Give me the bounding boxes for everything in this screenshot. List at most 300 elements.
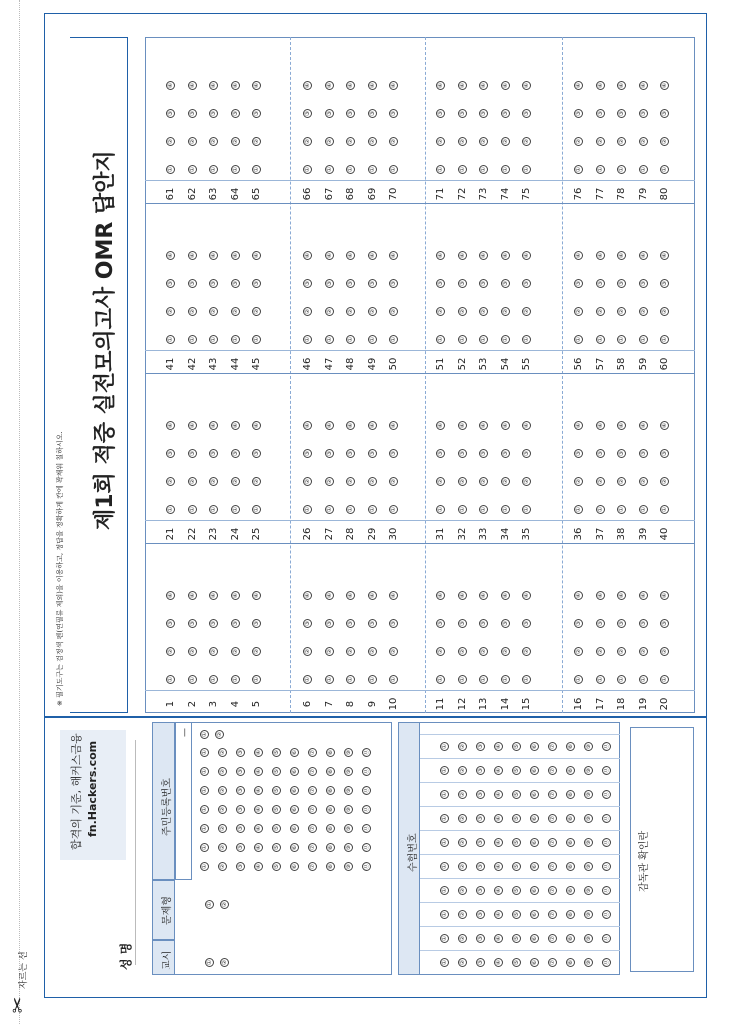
rrn-bubble[interactable]: ② — [219, 844, 226, 851]
exam-no-bubble[interactable]: ④ — [495, 815, 502, 822]
answer-bubble[interactable]: ③ — [325, 620, 333, 627]
answer-bubble[interactable]: ③ — [596, 110, 604, 117]
exam-no-bubble[interactable]: ⑥ — [531, 911, 538, 918]
answer-bubble[interactable]: ③ — [618, 110, 625, 117]
answer-bubble[interactable]: ③ — [596, 450, 604, 457]
answer-bubble[interactable]: ④ — [347, 82, 354, 89]
answer-bubble[interactable]: ④ — [325, 252, 333, 259]
answer-bubble[interactable]: ③ — [501, 450, 509, 457]
rrn-bubble[interactable]: ⑥ — [291, 825, 298, 832]
answer-bubble[interactable]: ③ — [210, 620, 217, 627]
answer-bubble[interactable]: ① — [480, 336, 487, 343]
answer-bubble[interactable]: ④ — [480, 252, 487, 259]
rrn-bubble[interactable]: ④ — [255, 863, 262, 870]
answer-bubble[interactable]: ② — [523, 138, 530, 145]
answer-bubble[interactable]: ① — [167, 166, 174, 173]
answer-bubble[interactable]: ③ — [390, 110, 397, 117]
answer-bubble[interactable]: ③ — [347, 110, 354, 117]
rrn-bubble[interactable]: ③ — [237, 749, 244, 756]
exam-no-bubble[interactable]: ② — [459, 839, 466, 846]
answer-bubble[interactable]: ③ — [480, 620, 487, 627]
answer-bubble[interactable]: ④ — [231, 592, 239, 599]
answer-bubble[interactable]: ① — [639, 676, 647, 683]
exam-no-bubble[interactable]: ⑨ — [585, 791, 592, 798]
answer-bubble[interactable]: ③ — [575, 280, 582, 287]
rrn-bubble[interactable]: ⑥ — [291, 844, 298, 851]
answer-bubble[interactable]: ② — [325, 138, 333, 145]
rrn-bubble[interactable]: ② — [219, 749, 226, 756]
answer-bubble[interactable]: ① — [210, 336, 217, 343]
answer-bubble[interactable]: ① — [253, 506, 260, 513]
exam-no-bubble[interactable]: ⓪ — [603, 911, 610, 918]
answer-bubble[interactable]: ③ — [304, 110, 311, 117]
answer-bubble[interactable]: ② — [231, 648, 239, 655]
exam-no-bubble[interactable]: ② — [459, 935, 466, 942]
answer-bubble[interactable]: ④ — [368, 592, 376, 599]
answer-bubble[interactable]: ③ — [390, 620, 397, 627]
rrn-bubble[interactable]: ⓪ — [363, 844, 370, 851]
answer-bubble[interactable]: ④ — [188, 422, 196, 429]
rrn-bubble[interactable]: ④ — [255, 825, 262, 832]
answer-bubble[interactable]: ③ — [596, 620, 604, 627]
answer-bubble[interactable]: ③ — [210, 450, 217, 457]
answer-bubble[interactable]: ② — [253, 478, 260, 485]
answer-bubble[interactable]: ② — [661, 308, 668, 315]
answer-bubble[interactable]: ④ — [167, 422, 174, 429]
answer-bubble[interactable]: ② — [458, 478, 466, 485]
answer-bubble[interactable]: ① — [480, 506, 487, 513]
exam-no-bubble[interactable]: ① — [441, 743, 448, 750]
answer-bubble[interactable]: ④ — [661, 422, 668, 429]
answer-bubble[interactable]: ① — [188, 506, 196, 513]
answer-bubble[interactable]: ① — [188, 336, 196, 343]
answer-bubble[interactable]: ① — [390, 336, 397, 343]
rrn-bubble[interactable]: ① — [201, 844, 208, 851]
exam-no-bubble[interactable]: ② — [459, 911, 466, 918]
answer-bubble[interactable]: ① — [390, 166, 397, 173]
rrn-bubble[interactable]: ⑨ — [345, 863, 352, 870]
answer-bubble[interactable]: ② — [575, 478, 582, 485]
answer-bubble[interactable]: ③ — [480, 110, 487, 117]
answer-bubble[interactable]: ② — [347, 648, 354, 655]
answer-bubble[interactable]: ③ — [253, 110, 260, 117]
answer-bubble[interactable]: ③ — [167, 110, 174, 117]
exam-no-bubble[interactable]: ⑥ — [531, 959, 538, 966]
id-bubble[interactable]: ② — [221, 959, 228, 966]
rrn-bubble[interactable]: ⑨ — [345, 787, 352, 794]
answer-bubble[interactable]: ③ — [188, 450, 196, 457]
answer-bubble[interactable]: ④ — [368, 82, 376, 89]
exam-no-bubble[interactable]: ⑨ — [585, 935, 592, 942]
answer-bubble[interactable]: ② — [231, 478, 239, 485]
exam-no-bubble[interactable]: ⑤ — [513, 911, 520, 918]
answer-bubble[interactable]: ① — [253, 166, 260, 173]
exam-no-bubble[interactable]: ② — [459, 767, 466, 774]
answer-bubble[interactable]: ① — [596, 676, 604, 683]
answer-bubble[interactable]: ② — [575, 138, 582, 145]
rrn-bubble[interactable]: ⑥ — [291, 863, 298, 870]
exam-no-bubble[interactable]: ⓪ — [603, 767, 610, 774]
rrn-bubble[interactable]: ① — [201, 863, 208, 870]
exam-no-bubble[interactable]: ① — [441, 887, 448, 894]
rrn-bubble[interactable]: ① — [201, 787, 208, 794]
answer-bubble[interactable]: ① — [231, 336, 239, 343]
exam-no-bubble[interactable]: ④ — [495, 767, 502, 774]
answer-bubble[interactable]: ④ — [210, 422, 217, 429]
rrn-bubble[interactable]: ② — [219, 768, 226, 775]
answer-bubble[interactable]: ④ — [253, 422, 260, 429]
exam-no-bubble[interactable]: ⑤ — [513, 959, 520, 966]
id-bubble[interactable]: ② — [221, 901, 228, 908]
answer-bubble[interactable]: ④ — [596, 592, 604, 599]
answer-bubble[interactable]: ② — [437, 478, 444, 485]
answer-bubble[interactable]: ① — [325, 336, 333, 343]
exam-no-bubble[interactable]: ⑦ — [549, 767, 556, 774]
exam-no-bubble[interactable]: ⑨ — [585, 839, 592, 846]
answer-bubble[interactable]: ③ — [231, 620, 239, 627]
answer-bubble[interactable]: ③ — [304, 280, 311, 287]
answer-bubble[interactable]: ③ — [618, 280, 625, 287]
answer-bubble[interactable]: ② — [501, 308, 509, 315]
answer-bubble[interactable]: ② — [661, 138, 668, 145]
answer-bubble[interactable]: ① — [368, 166, 376, 173]
answer-bubble[interactable]: ① — [304, 166, 311, 173]
rrn-bubble[interactable]: ④ — [255, 787, 262, 794]
answer-bubble[interactable]: ② — [304, 308, 311, 315]
answer-bubble[interactable]: ② — [480, 648, 487, 655]
rrn-bubble[interactable]: ③ — [237, 806, 244, 813]
rrn-bubble[interactable]: ⑤ — [273, 863, 280, 870]
answer-bubble[interactable]: ③ — [480, 450, 487, 457]
rrn-bubble[interactable]: ⓪ — [363, 806, 370, 813]
exam-no-bubble[interactable]: ⑧ — [567, 815, 574, 822]
answer-bubble[interactable]: ④ — [661, 252, 668, 259]
answer-bubble[interactable]: ① — [523, 506, 530, 513]
answer-bubble[interactable]: ③ — [188, 620, 196, 627]
answer-bubble[interactable]: ④ — [390, 592, 397, 599]
answer-bubble[interactable]: ② — [347, 308, 354, 315]
answer-bubble[interactable]: ④ — [231, 82, 239, 89]
answer-bubble[interactable]: ④ — [661, 592, 668, 599]
answer-bubble[interactable]: ① — [390, 506, 397, 513]
answer-bubble[interactable]: ④ — [231, 422, 239, 429]
exam-no-bubble[interactable]: ⑤ — [513, 839, 520, 846]
exam-no-bubble[interactable]: ⑦ — [549, 791, 556, 798]
answer-bubble[interactable]: ② — [231, 138, 239, 145]
answer-bubble[interactable]: ③ — [575, 110, 582, 117]
answer-bubble[interactable]: ③ — [437, 450, 444, 457]
exam-no-bubble[interactable]: ⑨ — [585, 959, 592, 966]
answer-bubble[interactable]: ③ — [661, 110, 668, 117]
answer-bubble[interactable]: ② — [596, 648, 604, 655]
answer-bubble[interactable]: ③ — [523, 110, 530, 117]
answer-bubble[interactable]: ① — [618, 336, 625, 343]
answer-bubble[interactable]: ② — [167, 308, 174, 315]
answer-bubble[interactable]: ② — [458, 308, 466, 315]
answer-bubble[interactable]: ② — [437, 648, 444, 655]
rrn-bubble[interactable]: ⓪ — [363, 825, 370, 832]
answer-bubble[interactable]: ① — [596, 506, 604, 513]
exam-no-bubble[interactable]: ⑥ — [531, 887, 538, 894]
answer-bubble[interactable]: ② — [167, 648, 174, 655]
rrn-bubble[interactable]: ③ — [237, 863, 244, 870]
answer-bubble[interactable]: ④ — [231, 252, 239, 259]
rrn-bubble[interactable]: ⑦ — [309, 825, 316, 832]
answer-bubble[interactable]: ④ — [523, 422, 530, 429]
answer-bubble[interactable]: ④ — [458, 422, 466, 429]
answer-bubble[interactable]: ② — [523, 308, 530, 315]
rrn-bubble[interactable]: ① — [201, 768, 208, 775]
exam-no-bubble[interactable]: ③ — [477, 887, 484, 894]
answer-bubble[interactable]: ③ — [325, 450, 333, 457]
answer-bubble[interactable]: ③ — [368, 110, 376, 117]
exam-no-bubble[interactable]: ③ — [477, 743, 484, 750]
answer-bubble[interactable]: ② — [390, 648, 397, 655]
answer-bubble[interactable]: ④ — [167, 252, 174, 259]
exam-no-bubble[interactable]: ⓪ — [603, 815, 610, 822]
rrn-bubble[interactable]: ⓪ — [363, 787, 370, 794]
answer-bubble[interactable]: ① — [390, 676, 397, 683]
exam-no-bubble[interactable]: ⑤ — [513, 863, 520, 870]
answer-bubble[interactable]: ④ — [188, 82, 196, 89]
answer-bubble[interactable]: ② — [210, 138, 217, 145]
answer-bubble[interactable]: ① — [347, 676, 354, 683]
exam-no-bubble[interactable]: ① — [441, 767, 448, 774]
exam-no-bubble[interactable]: ⑧ — [567, 935, 574, 942]
answer-bubble[interactable]: ① — [188, 676, 196, 683]
answer-bubble[interactable]: ④ — [575, 252, 582, 259]
answer-bubble[interactable]: ① — [596, 336, 604, 343]
answer-bubble[interactable]: ③ — [639, 280, 647, 287]
rrn-bubble[interactable]: ⑦ — [309, 806, 316, 813]
rrn-bubble[interactable]: ⓪ — [363, 749, 370, 756]
answer-bubble[interactable]: ② — [253, 138, 260, 145]
rrn-bubble[interactable]: ⑧ — [327, 787, 334, 794]
answer-bubble[interactable]: ① — [304, 676, 311, 683]
exam-no-bubble[interactable]: ④ — [495, 839, 502, 846]
exam-no-bubble[interactable]: ⑨ — [585, 767, 592, 774]
answer-bubble[interactable]: ③ — [253, 450, 260, 457]
answer-bubble[interactable]: ② — [210, 308, 217, 315]
answer-bubble[interactable]: ③ — [304, 620, 311, 627]
answer-bubble[interactable]: ③ — [523, 620, 530, 627]
answer-bubble[interactable]: ④ — [347, 592, 354, 599]
answer-bubble[interactable]: ④ — [639, 82, 647, 89]
exam-no-bubble[interactable]: ④ — [495, 791, 502, 798]
answer-bubble[interactable]: ② — [639, 138, 647, 145]
rrn-bubble[interactable]: ① — [201, 806, 208, 813]
answer-bubble[interactable]: ④ — [523, 252, 530, 259]
answer-bubble[interactable]: ④ — [661, 82, 668, 89]
answer-bubble[interactable]: ④ — [596, 82, 604, 89]
rrn-bubble[interactable]: ④ — [255, 806, 262, 813]
rrn-bubble[interactable]: ① — [201, 825, 208, 832]
answer-bubble[interactable]: ① — [347, 506, 354, 513]
answer-bubble[interactable]: ① — [231, 506, 239, 513]
answer-bubble[interactable]: ③ — [437, 620, 444, 627]
exam-no-bubble[interactable]: ④ — [495, 959, 502, 966]
answer-bubble[interactable]: ④ — [368, 422, 376, 429]
answer-bubble[interactable]: ② — [390, 308, 397, 315]
exam-no-bubble[interactable]: ④ — [495, 935, 502, 942]
answer-bubble[interactable]: ④ — [618, 252, 625, 259]
answer-bubble[interactable]: ① — [618, 166, 625, 173]
answer-bubble[interactable]: ② — [575, 648, 582, 655]
exam-no-bubble[interactable]: ⑥ — [531, 767, 538, 774]
answer-bubble[interactable]: ④ — [325, 592, 333, 599]
answer-bubble[interactable]: ③ — [304, 450, 311, 457]
exam-no-bubble[interactable]: ② — [459, 743, 466, 750]
answer-bubble[interactable]: ② — [390, 478, 397, 485]
answer-bubble[interactable]: ④ — [210, 82, 217, 89]
answer-bubble[interactable]: ③ — [437, 280, 444, 287]
answer-bubble[interactable]: ① — [639, 336, 647, 343]
exam-no-bubble[interactable]: ① — [441, 959, 448, 966]
answer-bubble[interactable]: ② — [188, 308, 196, 315]
answer-bubble[interactable]: ② — [368, 648, 376, 655]
answer-bubble[interactable]: ① — [596, 166, 604, 173]
answer-bubble[interactable]: ② — [523, 648, 530, 655]
answer-bubble[interactable]: ④ — [390, 422, 397, 429]
answer-bubble[interactable]: ③ — [253, 280, 260, 287]
exam-no-bubble[interactable]: ⑧ — [567, 839, 574, 846]
answer-bubble[interactable]: ④ — [304, 252, 311, 259]
answer-bubble[interactable]: ② — [304, 648, 311, 655]
answer-bubble[interactable]: ② — [347, 478, 354, 485]
answer-bubble[interactable]: ③ — [575, 620, 582, 627]
rrn-bubble[interactable]: ⑧ — [327, 825, 334, 832]
answer-bubble[interactable]: ③ — [390, 450, 397, 457]
rrn-bubble[interactable]: ① — [201, 731, 208, 738]
answer-bubble[interactable]: ③ — [368, 620, 376, 627]
proctor-box[interactable] — [630, 727, 694, 972]
answer-bubble[interactable]: ③ — [458, 450, 466, 457]
answer-bubble[interactable]: ② — [368, 478, 376, 485]
answer-bubble[interactable]: ② — [347, 138, 354, 145]
answer-bubble[interactable]: ② — [639, 648, 647, 655]
answer-bubble[interactable]: ④ — [325, 82, 333, 89]
exam-no-bubble[interactable]: ② — [459, 815, 466, 822]
exam-no-bubble[interactable]: ⓪ — [603, 959, 610, 966]
exam-no-bubble[interactable]: ① — [441, 911, 448, 918]
exam-no-bubble[interactable]: ⑤ — [513, 815, 520, 822]
answer-bubble[interactable]: ① — [661, 336, 668, 343]
answer-bubble[interactable]: ③ — [661, 450, 668, 457]
answer-bubble[interactable]: ② — [618, 478, 625, 485]
answer-bubble[interactable]: ④ — [575, 82, 582, 89]
answer-bubble[interactable]: ④ — [458, 252, 466, 259]
answer-bubble[interactable]: ③ — [523, 280, 530, 287]
rrn-bubble[interactable]: ⑧ — [327, 844, 334, 851]
answer-bubble[interactable]: ④ — [458, 82, 466, 89]
exam-no-bubble[interactable]: ⑦ — [549, 959, 556, 966]
answer-bubble[interactable]: ② — [596, 308, 604, 315]
rrn-bubble[interactable]: ⑦ — [309, 863, 316, 870]
answer-bubble[interactable]: ④ — [501, 592, 509, 599]
answer-bubble[interactable]: ③ — [325, 280, 333, 287]
rrn-bubble[interactable]: ④ — [255, 749, 262, 756]
exam-no-bubble[interactable]: ⑤ — [513, 767, 520, 774]
answer-bubble[interactable]: ④ — [188, 592, 196, 599]
answer-bubble[interactable]: ④ — [390, 252, 397, 259]
exam-no-bubble[interactable]: ⑦ — [549, 863, 556, 870]
answer-bubble[interactable]: ④ — [596, 422, 604, 429]
name-field[interactable] — [135, 740, 136, 965]
answer-bubble[interactable]: ② — [618, 308, 625, 315]
exam-no-bubble[interactable]: ⑥ — [531, 935, 538, 942]
answer-bubble[interactable]: ① — [501, 336, 509, 343]
answer-bubble[interactable]: ③ — [210, 280, 217, 287]
answer-bubble[interactable]: ④ — [390, 82, 397, 89]
answer-bubble[interactable]: ① — [253, 676, 260, 683]
answer-bubble[interactable]: ① — [661, 676, 668, 683]
answer-bubble[interactable]: ② — [596, 138, 604, 145]
answer-bubble[interactable]: ① — [368, 506, 376, 513]
answer-bubble[interactable]: ① — [458, 166, 466, 173]
exam-no-bubble[interactable]: ④ — [495, 743, 502, 750]
exam-no-bubble[interactable]: ⑧ — [567, 767, 574, 774]
rrn-bubble[interactable]: ⑧ — [327, 806, 334, 813]
exam-no-bubble[interactable]: ④ — [495, 887, 502, 894]
exam-no-bubble[interactable]: ③ — [477, 791, 484, 798]
rrn-bubble[interactable]: ⑤ — [273, 825, 280, 832]
answer-bubble[interactable]: ② — [618, 138, 625, 145]
answer-bubble[interactable]: ① — [523, 336, 530, 343]
answer-bubble[interactable]: ① — [618, 506, 625, 513]
answer-bubble[interactable]: ② — [325, 308, 333, 315]
answer-bubble[interactable]: ① — [618, 676, 625, 683]
answer-bubble[interactable]: ② — [480, 478, 487, 485]
answer-bubble[interactable]: ③ — [639, 450, 647, 457]
answer-bubble[interactable]: ① — [304, 506, 311, 513]
answer-bubble[interactable]: ④ — [325, 422, 333, 429]
rrn-bubble[interactable]: ② — [219, 787, 226, 794]
answer-bubble[interactable]: ③ — [188, 280, 196, 287]
rrn-bubble[interactable]: ③ — [237, 768, 244, 775]
exam-no-bubble[interactable]: ⓪ — [603, 743, 610, 750]
answer-bubble[interactable]: ③ — [231, 110, 239, 117]
rrn-bubble[interactable]: ⑥ — [291, 749, 298, 756]
answer-bubble[interactable]: ④ — [304, 422, 311, 429]
answer-bubble[interactable]: ② — [304, 478, 311, 485]
exam-no-bubble[interactable]: ⑧ — [567, 887, 574, 894]
answer-bubble[interactable]: ③ — [167, 280, 174, 287]
answer-bubble[interactable]: ④ — [437, 252, 444, 259]
answer-bubble[interactable]: ① — [368, 336, 376, 343]
answer-bubble[interactable]: ① — [437, 506, 444, 513]
answer-bubble[interactable]: ① — [325, 506, 333, 513]
answer-bubble[interactable]: ② — [167, 138, 174, 145]
answer-bubble[interactable]: ② — [188, 648, 196, 655]
answer-bubble[interactable]: ① — [639, 166, 647, 173]
answer-bubble[interactable]: ④ — [253, 592, 260, 599]
answer-bubble[interactable]: ① — [661, 166, 668, 173]
answer-bubble[interactable]: ③ — [231, 280, 239, 287]
answer-bubble[interactable]: ④ — [304, 82, 311, 89]
exam-no-bubble[interactable]: ④ — [495, 863, 502, 870]
rrn-bubble[interactable]: ② — [216, 731, 223, 738]
exam-no-bubble[interactable]: ⑧ — [567, 959, 574, 966]
exam-no-bubble[interactable]: ⓪ — [603, 791, 610, 798]
answer-bubble[interactable]: ② — [639, 308, 647, 315]
rrn-bubble[interactable]: ⑦ — [309, 749, 316, 756]
answer-bubble[interactable]: ① — [210, 506, 217, 513]
rrn-bubble[interactable]: ⑤ — [273, 806, 280, 813]
answer-bubble[interactable]: ③ — [639, 620, 647, 627]
answer-bubble[interactable]: ③ — [210, 110, 217, 117]
answer-bubble[interactable]: ② — [253, 308, 260, 315]
answer-bubble[interactable]: ② — [188, 478, 196, 485]
